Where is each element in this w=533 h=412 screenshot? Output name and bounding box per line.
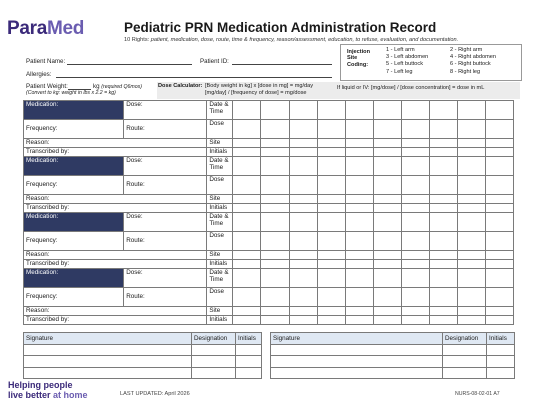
site-cell[interactable]	[373, 251, 401, 260]
injection-right-codes: 2 - Right arm 4 - Right abdomen 6 - Right buttock 8 - Right leg	[450, 47, 497, 75]
dose-label[interactable]: Dose:	[124, 101, 207, 120]
dose-cell[interactable]	[373, 288, 401, 307]
initials-cell[interactable]	[345, 316, 373, 325]
initials-cell[interactable]	[457, 148, 485, 157]
dose-cell[interactable]	[261, 232, 289, 251]
date-time-cell[interactable]	[457, 269, 485, 288]
initials-label: Initials	[207, 204, 233, 213]
designation-cell[interactable]	[443, 356, 487, 368]
dose-cell[interactable]	[457, 120, 485, 139]
date-time-cell[interactable]	[289, 101, 317, 120]
dose-cell[interactable]	[401, 176, 429, 195]
signature-table-left	[23, 332, 262, 379]
frequency-label[interactable]: Frequency:	[24, 120, 124, 139]
designation-cell[interactable]	[443, 367, 487, 379]
dose-cell[interactable]	[317, 176, 345, 195]
transcribed-row	[24, 316, 514, 325]
initials-label: Initials	[207, 316, 233, 325]
date-time-cell[interactable]	[485, 157, 513, 176]
date-time-cell[interactable]	[401, 269, 429, 288]
reason-row	[24, 195, 514, 204]
site-cell[interactable]	[401, 195, 429, 204]
site-cell[interactable]	[261, 251, 289, 260]
initials-cell[interactable]	[261, 148, 289, 157]
dose-cell[interactable]	[289, 120, 317, 139]
date-time-cell[interactable]	[317, 213, 345, 232]
reason-row	[24, 251, 514, 260]
date-time-cell[interactable]	[485, 213, 513, 232]
dose-cell[interactable]	[457, 176, 485, 195]
initials-cell[interactable]	[261, 260, 289, 269]
site-cell[interactable]	[317, 139, 345, 148]
site-cell[interactable]	[233, 307, 261, 316]
designation-header: Designation	[192, 333, 236, 345]
patient-name-field[interactable]	[67, 64, 192, 65]
date-time-label: Date & Time	[207, 157, 233, 176]
site-cell[interactable]	[401, 251, 429, 260]
designation-cell[interactable]	[192, 344, 236, 356]
dose-cell[interactable]	[373, 120, 401, 139]
dose-cell[interactable]	[289, 288, 317, 307]
initials-cell[interactable]	[485, 148, 513, 157]
medication-label: Medication:	[24, 213, 124, 232]
date-time-cell[interactable]	[485, 101, 513, 120]
signature-cell[interactable]	[271, 356, 443, 368]
designation-header: Designation	[443, 333, 487, 345]
site-cell[interactable]	[345, 195, 373, 204]
date-time-cell[interactable]	[373, 157, 401, 176]
site-cell[interactable]	[485, 251, 513, 260]
initials-cell[interactable]	[429, 204, 457, 213]
date-time-cell[interactable]	[289, 213, 317, 232]
medication-row	[24, 269, 514, 288]
site-cell[interactable]	[345, 251, 373, 260]
site-cell[interactable]	[261, 195, 289, 204]
date-time-cell[interactable]	[373, 269, 401, 288]
site-cell[interactable]	[373, 307, 401, 316]
site-cell[interactable]	[429, 195, 457, 204]
frequency-label[interactable]: Frequency:	[24, 176, 124, 195]
transcribed-row	[24, 204, 514, 213]
site-cell[interactable]	[429, 307, 457, 316]
date-time-label: Date & Time	[207, 213, 233, 232]
initials-cell[interactable]	[289, 316, 317, 325]
transcribed-row	[24, 260, 514, 269]
initials-cell[interactable]	[487, 344, 515, 356]
site-cell[interactable]	[457, 307, 485, 316]
date-time-cell[interactable]	[261, 157, 289, 176]
dose-cell[interactable]	[401, 232, 429, 251]
date-time-cell[interactable]	[401, 101, 429, 120]
signature-cell[interactable]	[271, 367, 443, 379]
dose-cell[interactable]	[345, 176, 373, 195]
dose-row-label: Dose	[207, 288, 233, 307]
site-cell[interactable]	[317, 307, 345, 316]
dose-cell[interactable]	[485, 232, 513, 251]
dose-cell[interactable]	[429, 232, 457, 251]
site-cell[interactable]	[261, 307, 289, 316]
site-cell[interactable]	[429, 139, 457, 148]
date-time-cell[interactable]	[373, 213, 401, 232]
dose-cell[interactable]	[373, 176, 401, 195]
date-time-cell[interactable]	[429, 269, 457, 288]
initials-cell[interactable]	[401, 316, 429, 325]
dose-cell[interactable]	[233, 176, 261, 195]
medication-row	[24, 157, 514, 176]
initials-cell[interactable]	[317, 316, 345, 325]
initials-cell[interactable]	[345, 148, 373, 157]
initials-cell[interactable]	[289, 260, 317, 269]
injection-site-coding-box	[340, 44, 522, 81]
signature-cell[interactable]	[24, 344, 192, 356]
date-time-cell[interactable]	[345, 157, 373, 176]
medication-label: Medication:	[24, 101, 124, 120]
dose-cell[interactable]	[429, 176, 457, 195]
site-cell[interactable]	[457, 195, 485, 204]
dose-cell[interactable]	[373, 232, 401, 251]
initials-cell[interactable]	[233, 148, 261, 157]
signature-header: Signature	[271, 333, 443, 345]
dose-label[interactable]: Dose:	[124, 213, 207, 232]
site-cell[interactable]	[485, 307, 513, 316]
medication-row	[24, 213, 514, 232]
dose-cell[interactable]	[485, 176, 513, 195]
dose-formula: [Body weight in kg] x [dose in mg] = mg/day [mg/day] / [frequency of dose] = mg/dose	[205, 83, 314, 96]
initials-cell[interactable]	[373, 316, 401, 325]
site-cell[interactable]	[345, 307, 373, 316]
dose-cell[interactable]	[261, 288, 289, 307]
date-time-cell[interactable]	[233, 101, 261, 120]
date-time-cell[interactable]	[261, 101, 289, 120]
route-label[interactable]: Route:	[124, 176, 207, 195]
signature-cell[interactable]	[271, 344, 443, 356]
initials-cell[interactable]	[236, 356, 262, 368]
initials-cell[interactable]	[457, 204, 485, 213]
allergies-label: Allergies:	[26, 71, 52, 78]
dose-cell[interactable]	[345, 120, 373, 139]
transcribed-label[interactable]: Transcribed by:	[24, 148, 207, 157]
date-time-cell[interactable]	[345, 269, 373, 288]
date-time-cell[interactable]	[429, 157, 457, 176]
dose-cell[interactable]	[317, 288, 345, 307]
initials-header: Initials	[487, 333, 515, 345]
initials-cell[interactable]	[429, 316, 457, 325]
transcribed-label[interactable]: Transcribed by:	[24, 316, 207, 325]
date-time-cell[interactable]	[289, 157, 317, 176]
dose-calculator: Dose Calculator: [Body weight in kg] x [dose in mg] = mg/day [mg/day] / [frequency of dose] = mg/dose If liquid or IV: [mg/dose] / [dose concentration] = dose in mL	[157, 82, 520, 99]
initials-cell[interactable]	[401, 260, 429, 269]
dose-cell[interactable]	[485, 288, 513, 307]
signature-cell[interactable]	[24, 367, 192, 379]
date-time-cell[interactable]	[345, 101, 373, 120]
site-cell[interactable]	[233, 251, 261, 260]
reason-row	[24, 307, 514, 316]
route-label[interactable]: Route:	[124, 232, 207, 251]
patient-id-label: Patient ID:	[200, 58, 229, 65]
initials-cell[interactable]	[401, 204, 429, 213]
injection-left-codes: 1 - Left arm 3 - Left abdomen 5 - Left buttock 7 - Left leg	[386, 47, 429, 75]
date-time-cell[interactable]	[289, 269, 317, 288]
date-time-cell[interactable]	[429, 101, 457, 120]
dose-cell[interactable]	[401, 120, 429, 139]
initials-cell[interactable]	[345, 260, 373, 269]
signature-table-right	[270, 332, 515, 379]
date-time-cell[interactable]	[485, 269, 513, 288]
date-time-label: Date & Time	[207, 101, 233, 120]
ten-rights-text: 10 Rights: patient, medication, dose, route, time & frequency, reason/assessment, education, to refuse, evaluation, and documentation.	[124, 37, 459, 43]
site-cell[interactable]	[233, 195, 261, 204]
signature-cell[interactable]	[24, 356, 192, 368]
date-time-cell[interactable]	[317, 101, 345, 120]
dose-cell[interactable]	[289, 232, 317, 251]
initials-cell[interactable]	[233, 204, 261, 213]
initials-cell[interactable]	[236, 367, 262, 379]
dose-cell[interactable]	[289, 176, 317, 195]
dose-label[interactable]: Dose:	[124, 157, 207, 176]
page-title: Pediatric PRN Medication Administration Record	[124, 20, 437, 35]
reason-label[interactable]: Reason:	[24, 251, 207, 260]
dose-cell[interactable]	[429, 120, 457, 139]
footer-tagline: Helping people live better at home	[8, 380, 88, 400]
initials-cell[interactable]	[429, 148, 457, 157]
date-time-cell[interactable]	[373, 101, 401, 120]
initials-cell[interactable]	[373, 260, 401, 269]
initials-cell[interactable]	[233, 260, 261, 269]
dose-cell[interactable]	[401, 288, 429, 307]
dose-row-label: Dose	[207, 176, 233, 195]
site-cell[interactable]	[373, 139, 401, 148]
site-cell[interactable]	[289, 251, 317, 260]
initials-cell[interactable]	[485, 316, 513, 325]
dose-cell[interactable]	[317, 232, 345, 251]
form-code: NURS-08-02-01 A7	[455, 391, 500, 397]
initials-cell[interactable]	[487, 356, 515, 368]
site-cell[interactable]	[345, 139, 373, 148]
frequency-row	[24, 176, 514, 195]
weight-label: Patient Weight:	[26, 83, 68, 90]
injection-coding-heading: Injection Site Coding:	[347, 49, 370, 68]
dose-row-label: Dose	[207, 232, 233, 251]
allergies-field[interactable]	[56, 77, 332, 78]
date-time-cell[interactable]	[457, 101, 485, 120]
medication-label: Medication:	[24, 157, 124, 176]
transcribed-row	[24, 148, 514, 157]
initials-header: Initials	[236, 333, 262, 345]
dose-cell[interactable]	[261, 176, 289, 195]
initials-cell[interactable]	[317, 204, 345, 213]
transcribed-label[interactable]: Transcribed by:	[24, 260, 207, 269]
dose-cell[interactable]	[457, 232, 485, 251]
site-cell[interactable]	[289, 139, 317, 148]
initials-cell[interactable]	[373, 204, 401, 213]
date-time-cell[interactable]	[317, 269, 345, 288]
initials-cell[interactable]	[429, 260, 457, 269]
date-time-cell[interactable]	[345, 213, 373, 232]
initials-cell[interactable]	[261, 204, 289, 213]
weight-convert-note: (Convert to kg: weight in lbs x 2.2 = kg)	[26, 90, 116, 96]
route-label[interactable]: Route:	[124, 288, 207, 307]
date-time-cell[interactable]	[401, 213, 429, 232]
medication-label: Medication:	[24, 269, 124, 288]
initials-cell[interactable]	[317, 260, 345, 269]
date-time-cell[interactable]	[233, 213, 261, 232]
date-time-label: Date & Time	[207, 269, 233, 288]
dose-cell[interactable]	[345, 288, 373, 307]
weight-unit: kg (required Q6mos)	[93, 83, 142, 90]
site-cell[interactable]	[485, 139, 513, 148]
dose-row-label: Dose	[207, 120, 233, 139]
designation-cell[interactable]	[192, 356, 236, 368]
reason-label[interactable]: Reason:	[24, 139, 207, 148]
reason-label[interactable]: Reason:	[24, 195, 207, 204]
initials-cell[interactable]	[261, 316, 289, 325]
initials-cell[interactable]	[289, 204, 317, 213]
date-time-cell[interactable]	[457, 157, 485, 176]
patient-id-field[interactable]	[232, 64, 332, 65]
initials-cell[interactable]	[289, 148, 317, 157]
initials-cell[interactable]	[373, 148, 401, 157]
designation-cell[interactable]	[192, 367, 236, 379]
initials-cell[interactable]	[457, 260, 485, 269]
transcribed-label[interactable]: Transcribed by:	[24, 204, 207, 213]
liquid-formula: If liquid or IV: [mg/dose] / [dose concentration] = dose in mL	[337, 85, 485, 91]
dose-cell[interactable]	[317, 120, 345, 139]
reason-label[interactable]: Reason:	[24, 307, 207, 316]
initials-label: Initials	[207, 148, 233, 157]
dose-label[interactable]: Dose:	[124, 269, 207, 288]
date-time-cell[interactable]	[429, 213, 457, 232]
date-time-cell[interactable]	[317, 157, 345, 176]
medication-row	[24, 101, 514, 120]
initials-cell[interactable]	[345, 204, 373, 213]
initials-cell[interactable]	[317, 148, 345, 157]
dose-cell[interactable]	[485, 120, 513, 139]
initials-label: Initials	[207, 260, 233, 269]
site-cell[interactable]	[401, 139, 429, 148]
route-label[interactable]: Route:	[124, 120, 207, 139]
signature-header: Signature	[24, 333, 192, 345]
initials-cell[interactable]	[485, 260, 513, 269]
site-cell[interactable]	[317, 251, 345, 260]
initials-cell[interactable]	[401, 148, 429, 157]
dose-cell[interactable]	[429, 288, 457, 307]
site-cell[interactable]	[289, 195, 317, 204]
date-time-cell[interactable]	[457, 213, 485, 232]
initials-cell[interactable]	[485, 204, 513, 213]
site-cell[interactable]	[485, 195, 513, 204]
frequency-label[interactable]: Frequency:	[24, 232, 124, 251]
site-cell[interactable]	[457, 139, 485, 148]
site-cell[interactable]	[457, 251, 485, 260]
date-time-cell[interactable]	[233, 269, 261, 288]
frequency-row	[24, 232, 514, 251]
site-cell[interactable]	[429, 251, 457, 260]
designation-cell[interactable]	[443, 344, 487, 356]
dose-cell[interactable]	[261, 120, 289, 139]
dose-cell[interactable]	[233, 232, 261, 251]
dose-cell[interactable]	[233, 120, 261, 139]
initials-cell[interactable]	[233, 316, 261, 325]
frequency-label[interactable]: Frequency:	[24, 288, 124, 307]
dose-cell[interactable]	[457, 288, 485, 307]
frequency-row	[24, 288, 514, 307]
site-label: Site	[207, 139, 233, 148]
initials-cell[interactable]	[236, 344, 262, 356]
date-time-cell[interactable]	[233, 157, 261, 176]
site-cell[interactable]	[289, 307, 317, 316]
last-updated: LAST UPDATED: April 2026	[120, 391, 190, 397]
date-time-cell[interactable]	[261, 213, 289, 232]
dose-cell[interactable]	[345, 232, 373, 251]
paramed-logo: ParaMed	[7, 18, 85, 39]
site-cell[interactable]	[401, 307, 429, 316]
site-cell[interactable]	[233, 139, 261, 148]
dose-cell[interactable]	[233, 288, 261, 307]
reason-row	[24, 139, 514, 148]
frequency-row	[24, 120, 514, 139]
date-time-cell[interactable]	[401, 157, 429, 176]
initials-cell[interactable]	[487, 367, 515, 379]
date-time-cell[interactable]	[261, 269, 289, 288]
site-cell[interactable]	[317, 195, 345, 204]
initials-cell[interactable]	[457, 316, 485, 325]
medication-grid	[23, 100, 514, 325]
site-label: Site	[207, 195, 233, 204]
site-cell[interactable]	[261, 139, 289, 148]
site-label: Site	[207, 251, 233, 260]
site-cell[interactable]	[373, 195, 401, 204]
patient-name-label: Patient Name:	[26, 58, 66, 65]
site-label: Site	[207, 307, 233, 316]
